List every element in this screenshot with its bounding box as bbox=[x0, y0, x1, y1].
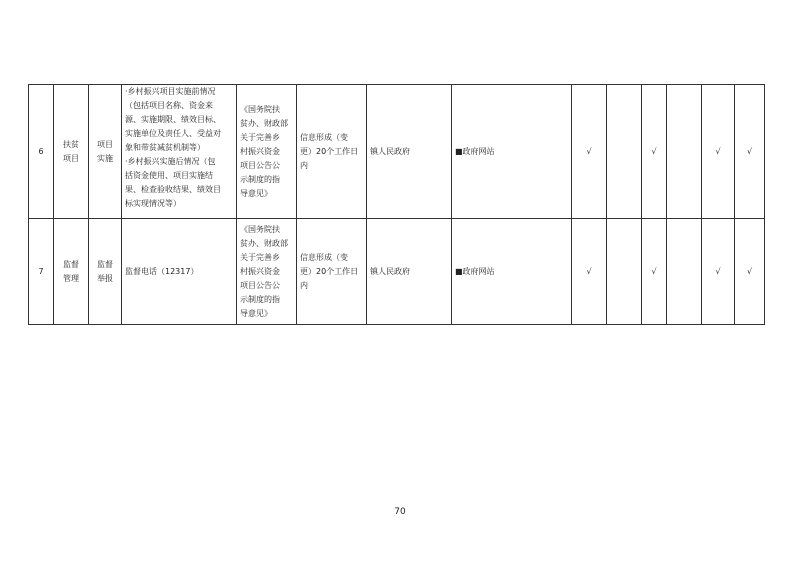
detail-cell: ·乡村振兴项目实施前情况 （包括项目名称、资金来 源、实施期限、绩效目标、 实施单位及责任人、受益对 象和带贫减贫机制等） ·乡村振兴实施后情况（包 括资金使用、项目实施结 果、检查验收结果、绩效目 标实现情况等） bbox=[122, 85, 237, 219]
check-cell: √ bbox=[642, 85, 667, 219]
channel-cell: ■政府网站 bbox=[452, 85, 572, 219]
check-cell bbox=[667, 85, 702, 219]
basis-cell: 《国务院扶 贫办、财政部 关于完善乡 村振兴资金 项目公告公 示制度的指 导意见》 bbox=[237, 219, 297, 325]
disclosure-table bbox=[28, 84, 765, 325]
check-cell: √ bbox=[642, 219, 667, 325]
subject-cell: 镇人民政府 bbox=[367, 85, 452, 219]
row-number: 6 bbox=[29, 85, 54, 219]
check-cell bbox=[607, 219, 642, 325]
deadline-cell: 信息形成（变 更）20个工作日 内 bbox=[297, 85, 367, 219]
channel-cell: ■政府网站 bbox=[452, 219, 572, 325]
category-cell: 监督 管理 bbox=[54, 219, 89, 325]
check-cell: √ bbox=[702, 85, 735, 219]
detail-cell: 监督电话（12317） bbox=[122, 219, 237, 325]
basis-cell: 《国务院扶 贫办、财政部 关于完善乡 村振兴资金 项目公告公 示制度的指 导意见》 bbox=[237, 85, 297, 219]
table-row bbox=[29, 85, 765, 219]
subcategory-cell: 项目 实施 bbox=[89, 85, 122, 219]
check-cell: √ bbox=[735, 85, 765, 219]
category-cell: 扶贫 项目 bbox=[54, 85, 89, 219]
table-row bbox=[29, 219, 765, 325]
row-number: 7 bbox=[29, 219, 54, 325]
check-cell bbox=[607, 85, 642, 219]
check-cell bbox=[667, 219, 702, 325]
check-cell: √ bbox=[702, 219, 735, 325]
check-cell: √ bbox=[572, 85, 607, 219]
check-cell: √ bbox=[735, 219, 765, 325]
subject-cell: 镇人民政府 bbox=[367, 219, 452, 325]
check-cell: √ bbox=[572, 219, 607, 325]
deadline-cell: 信息形成（变 更）20个工作日 内 bbox=[297, 219, 367, 325]
subcategory-cell: 监督 举报 bbox=[89, 219, 122, 325]
page-number: 70 bbox=[394, 507, 406, 517]
